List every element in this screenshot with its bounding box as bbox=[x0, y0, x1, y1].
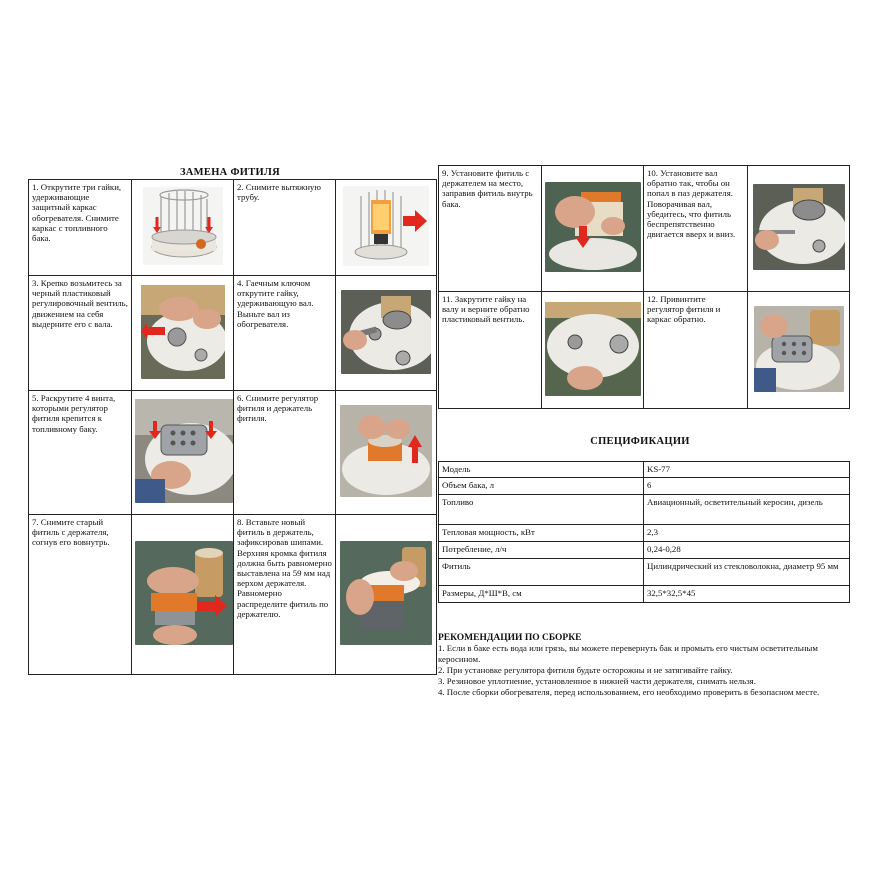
step-image-12 bbox=[748, 292, 850, 409]
reassemble-photo bbox=[754, 306, 844, 392]
step-text-5: 5. Раскрутите 4 винта, которыми регулятор фитиля крепится к топливному баку. bbox=[29, 391, 132, 515]
recommendation-item: 1. Если в баке есть вода или грязь, вы можете перевернуть бак и промыть его чистым осветительным керосином. bbox=[438, 643, 818, 664]
spec-value: 6 bbox=[644, 478, 850, 495]
step-text-11: 11. Закрутите гайку на валу и верните обратно пластиковый вентиль. bbox=[439, 292, 542, 409]
knob-pull-photo bbox=[141, 285, 225, 379]
step-image-1 bbox=[132, 180, 234, 276]
step-image-2 bbox=[336, 180, 437, 276]
recommendations-title: РЕКОМЕНДАЦИИ ПО СБОРКЕ bbox=[438, 633, 582, 643]
step-text-8: 8. Вставьте новый фитиль в держатель, зафиксировав шипами. Верхняя кромка фитиля должна быть равномерно выставлена на 59 мм над верхом держателя. Равномерно распределите фитиль по держателю. bbox=[234, 515, 336, 675]
replacement-title: ЗАМЕНА ФИТИЛЯ bbox=[179, 167, 281, 178]
spec-label: Топливо bbox=[439, 495, 644, 525]
heater-cage-photo bbox=[143, 187, 223, 265]
step-image-3 bbox=[132, 276, 234, 391]
spec-label: Тепловая мощность, кВт bbox=[439, 525, 644, 542]
step-text-1: 1. Открутите три гайки, удерживающие защитный каркас обогревателя. Снимите каркас с топливного бака. bbox=[29, 180, 132, 276]
step-text-12: 12. Привинтите регулятор фитиля и каркас обратно. bbox=[644, 292, 748, 409]
step-text-9: 9. Установите фитиль с держателем на место, заправив фитиль внутрь бака. bbox=[439, 166, 542, 292]
heater-lit-photo bbox=[343, 186, 429, 266]
spec-value: 32,5*32,5*45 bbox=[644, 586, 850, 603]
step-text-4: 4. Гаечным ключом открутите гайку, удерживающую вал. Выньте вал из обогревателя. bbox=[234, 276, 336, 391]
screws-photo bbox=[135, 399, 233, 503]
step-image-6 bbox=[336, 391, 437, 515]
spec-label: Модель bbox=[439, 462, 644, 478]
specs-title: СПЕЦИФИКАЦИИ bbox=[590, 436, 690, 447]
spec-label: Размеры, Д*Ш*В, см bbox=[439, 586, 644, 603]
step-text-7: 7. Снимите старый фитиль с держателя, согнув его вовнутрь. bbox=[29, 515, 132, 675]
step-text-6: 6. Снимите регулятор фитиля и держатель фитиля. bbox=[234, 391, 336, 515]
shaft-photo bbox=[753, 184, 845, 270]
step-image-11 bbox=[542, 292, 644, 409]
install-wick-photo bbox=[545, 182, 641, 272]
recommendation-item: 2. При установке регулятора фитиля будьте осторожны и не затягивайте гайку. bbox=[438, 665, 733, 675]
spec-value: Авиационный, осветительный керосин, дизель bbox=[644, 495, 850, 525]
new-wick-photo bbox=[340, 541, 432, 645]
step-image-7 bbox=[132, 515, 234, 675]
step-image-9 bbox=[542, 166, 644, 292]
spec-value: KS-77 bbox=[644, 462, 850, 478]
recommendation-item: 3. Резиновое уплотнение, установленное в нижней части держателя, снимать нельзя. bbox=[438, 676, 756, 686]
spec-label: Фитиль bbox=[439, 559, 644, 586]
tighten-nut-photo bbox=[545, 302, 641, 396]
spec-value: Цилиндрический из стекловолокна, диаметр 95 мм bbox=[644, 559, 850, 586]
step-image-8 bbox=[336, 515, 437, 675]
steps-table-right bbox=[438, 165, 850, 409]
step-image-4 bbox=[336, 276, 437, 391]
spec-label: Потребление, л/ч bbox=[439, 542, 644, 559]
nut-wrench-photo bbox=[341, 290, 431, 374]
recommendation-item: 4. После сборки обогревателя, перед использованием, его необходимо проверить в безопасном месте. bbox=[438, 687, 820, 697]
spec-value: 0,24-0,28 bbox=[644, 542, 850, 559]
spec-value: 2,3 bbox=[644, 525, 850, 542]
step-text-10: 10. Установите вал обратно так, чтобы он попал в паз держателя. Поворачивая вал, убедитесь, что фитиль беспрепятственно двигается вверх и вниз. bbox=[644, 166, 748, 292]
specs-table bbox=[438, 461, 850, 603]
recommendations bbox=[438, 633, 850, 698]
step-image-10 bbox=[748, 166, 850, 292]
steps-table-left bbox=[28, 179, 437, 675]
step-image-5 bbox=[132, 391, 234, 515]
regulator-lift-photo bbox=[340, 405, 432, 497]
step-text-2: 2. Снимите вытяжную трубу. bbox=[234, 180, 336, 276]
step-text-3: 3. Крепко возьмитесь за черный пластиковый регулировочный вентиль, движением на себя выдерните его с вала. bbox=[29, 276, 132, 391]
old-wick-photo bbox=[135, 541, 233, 645]
spec-label: Объем бака, л bbox=[439, 478, 644, 495]
